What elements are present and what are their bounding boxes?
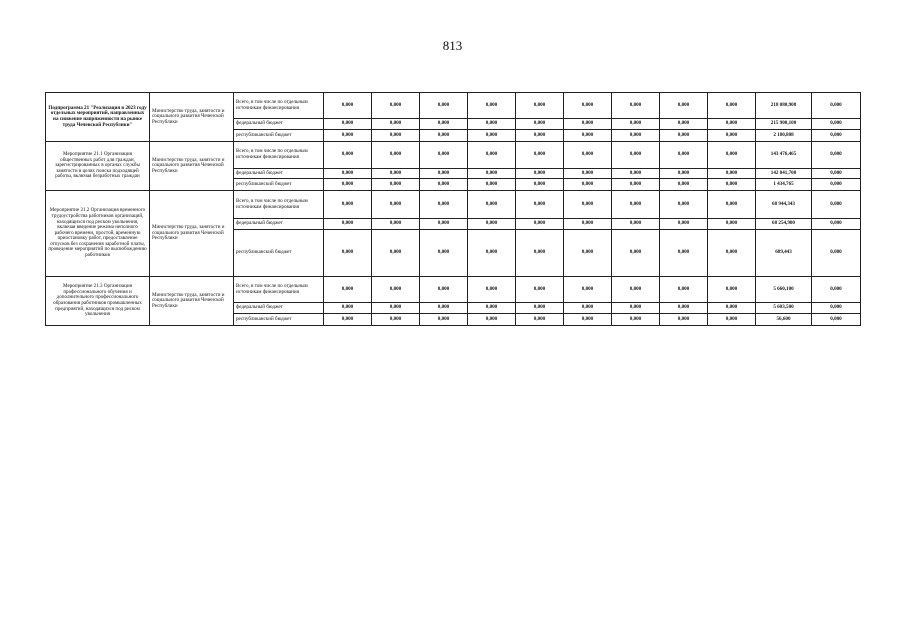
table-row — [46, 142, 861, 169]
value-cell: 0,000 — [468, 191, 516, 219]
value-cell: 0,000 — [420, 130, 468, 142]
funding-source-cell: Всего, в том числе по отдельным источникам финансирования — [234, 191, 324, 219]
value-cell: 0,000 — [708, 169, 756, 179]
value-cell: 0,000 — [468, 277, 516, 303]
value-cell: 0,000 — [372, 130, 420, 142]
value-cell: 0,000 — [420, 142, 468, 169]
value-cell: 0,000 — [468, 179, 516, 191]
value-cell: 0,000 — [660, 142, 708, 169]
value-cell: 0,000 — [324, 230, 372, 277]
value-cell: 0,000 — [372, 93, 420, 119]
value-cell: 0,000 — [324, 277, 372, 303]
value-cell: 0,000 — [324, 142, 372, 169]
value-cell: 0,000 — [564, 169, 612, 179]
value-cell: 0,000 — [660, 93, 708, 119]
value-cell: 0,000 — [660, 230, 708, 277]
funding-source-cell: республиканский бюджет — [234, 130, 324, 142]
value-cell: 0,000 — [372, 169, 420, 179]
value-cell: 0,000 — [812, 179, 861, 191]
value-cell: 0,000 — [812, 277, 861, 303]
program-name-cell: Мероприятие 21.3 Организация профессионального обучения и дополнительного профессионального образования работников промышленных предприятий, находящихся под риском увольнения — [46, 277, 150, 326]
value-cell: 0,000 — [516, 277, 564, 303]
value-cell: 0,000 — [660, 277, 708, 303]
value-cell: 0,000 — [708, 119, 756, 130]
value-cell: 0,000 — [612, 303, 660, 314]
funding-source-cell: федеральный бюджет — [234, 219, 324, 230]
value-cell: 0,000 — [660, 303, 708, 314]
value-cell: 5 603,500 — [756, 303, 812, 314]
value-cell: 5 660,100 — [756, 277, 812, 303]
value-cell: 0,000 — [420, 314, 468, 326]
value-cell: 0,000 — [660, 219, 708, 230]
value-cell: 0,000 — [324, 93, 372, 119]
value-cell: 0,000 — [660, 169, 708, 179]
value-cell: 0,000 — [420, 169, 468, 179]
value-cell: 0,000 — [612, 142, 660, 169]
value-cell: 0,000 — [812, 93, 861, 119]
value-cell: 68 254,900 — [756, 219, 812, 230]
value-cell: 0,000 — [468, 142, 516, 169]
table-row — [46, 93, 861, 119]
value-cell: 689,443 — [756, 230, 812, 277]
value-cell: 0,000 — [612, 277, 660, 303]
value-cell: 0,000 — [564, 230, 612, 277]
program-name-cell: Подпрограмма 21 "Реализация в 2023 году отдельных мероприятий, направленных на снижение напряженности на рынке труда Чеченской Республики" — [46, 93, 150, 142]
value-cell: 218 080,908 — [756, 93, 812, 119]
value-cell: 0,000 — [708, 191, 756, 219]
value-cell: 0,000 — [324, 314, 372, 326]
value-cell: 0,000 — [420, 179, 468, 191]
value-cell: 0,000 — [372, 277, 420, 303]
value-cell: 0,000 — [812, 303, 861, 314]
value-cell: 0,000 — [516, 191, 564, 219]
value-cell: 0,000 — [564, 130, 612, 142]
value-cell: 0,000 — [708, 314, 756, 326]
value-cell: 0,000 — [708, 277, 756, 303]
value-cell: 0,000 — [516, 303, 564, 314]
value-cell: 0,000 — [660, 119, 708, 130]
value-cell: 2 180,808 — [756, 130, 812, 142]
value-cell: 0,000 — [468, 219, 516, 230]
value-cell: 0,000 — [564, 277, 612, 303]
value-cell: 0,000 — [516, 130, 564, 142]
value-cell: 0,000 — [708, 179, 756, 191]
value-cell: 0,000 — [372, 179, 420, 191]
table-row — [46, 277, 861, 303]
value-cell: 0,000 — [812, 230, 861, 277]
value-cell: 0,000 — [660, 314, 708, 326]
value-cell: 0,000 — [612, 230, 660, 277]
value-cell: 0,000 — [812, 314, 861, 326]
value-cell: 0,000 — [612, 219, 660, 230]
value-cell: 0,000 — [324, 219, 372, 230]
page-number: 813 — [442, 38, 463, 53]
value-cell: 0,000 — [420, 277, 468, 303]
value-cell: 0,000 — [516, 142, 564, 169]
table-body — [46, 93, 861, 326]
value-cell: 0,000 — [612, 119, 660, 130]
value-cell: 0,000 — [516, 230, 564, 277]
value-cell: 0,000 — [708, 93, 756, 119]
value-cell: 0,000 — [612, 169, 660, 179]
value-cell: 0,000 — [516, 119, 564, 130]
funding-source-cell: Всего, в том числе по отдельным источникам финансирования — [234, 277, 324, 303]
value-cell: 68 944,343 — [756, 191, 812, 219]
value-cell: 0,000 — [564, 303, 612, 314]
value-cell: 0,000 — [564, 179, 612, 191]
funding-source-cell: федеральный бюджет — [234, 169, 324, 179]
value-cell: 0,000 — [708, 219, 756, 230]
value-cell: 0,000 — [372, 303, 420, 314]
responsible-cell: Министерство труда, занятости и социального развития Чеченской Республики — [150, 142, 234, 191]
value-cell: 0,000 — [468, 93, 516, 119]
responsible-cell: Министерство труда, занятости и социального развития Чеченской Республики — [150, 93, 234, 142]
value-cell: 0,000 — [812, 169, 861, 179]
value-cell: 0,000 — [812, 119, 861, 130]
value-cell: 0,000 — [612, 93, 660, 119]
value-cell: 0,000 — [372, 191, 420, 219]
value-cell: 0,000 — [420, 191, 468, 219]
value-cell: 0,000 — [564, 191, 612, 219]
value-cell: 0,000 — [324, 191, 372, 219]
value-cell: 0,000 — [468, 303, 516, 314]
value-cell: 0,000 — [708, 130, 756, 142]
value-cell: 0,000 — [516, 314, 564, 326]
value-cell: 0,000 — [812, 219, 861, 230]
value-cell: 0,000 — [516, 179, 564, 191]
funding-source-cell: федеральный бюджет — [234, 119, 324, 130]
value-cell: 0,000 — [324, 119, 372, 130]
value-cell: 0,000 — [612, 191, 660, 219]
value-cell: 0,000 — [812, 142, 861, 169]
value-cell: 0,000 — [812, 130, 861, 142]
responsible-cell: Министерство труда, занятости и социального развития Чеченской Республики — [150, 191, 234, 277]
funding-source-cell: республиканский бюджет — [234, 179, 324, 191]
value-cell: 142 041,700 — [756, 169, 812, 179]
responsible-cell: Министерство труда, занятости и социального развития Чеченской Республики — [150, 277, 234, 326]
value-cell: 0,000 — [420, 93, 468, 119]
value-cell: 0,000 — [468, 230, 516, 277]
value-cell: 0,000 — [372, 219, 420, 230]
value-cell: 0,000 — [372, 230, 420, 277]
value-cell: 0,000 — [372, 142, 420, 169]
funding-source-cell: Всего, в том числе по отдельным источникам финансирования — [234, 142, 324, 169]
value-cell: 0,000 — [660, 191, 708, 219]
value-cell: 0,000 — [420, 230, 468, 277]
budget-table — [45, 92, 861, 326]
value-cell: 0,000 — [468, 130, 516, 142]
funding-source-cell: республиканский бюджет — [234, 314, 324, 326]
value-cell: 0,000 — [516, 93, 564, 119]
program-name-cell: Мероприятие 21.1 Организация общественных работ для граждан, зарегистрированных в органах службы занятости в целях поиска подходящей работы, включая безработных граждан — [46, 142, 150, 191]
table-row — [46, 191, 861, 219]
program-name-cell: Мероприятие 21.2 Организация временного трудоустройства работников организаций, находящихся под риском увольнения, включая введение режима неполного рабочего времени, простой, временную приостановку работ, предоставление отпусков без сохранения заработной платы, проведение мероприятий по высвобождению работников — [46, 191, 150, 277]
value-cell: 0,000 — [612, 179, 660, 191]
value-cell: 0,000 — [324, 303, 372, 314]
value-cell: 0,000 — [708, 142, 756, 169]
value-cell: 0,000 — [324, 179, 372, 191]
value-cell: 0,000 — [372, 119, 420, 130]
value-cell: 0,000 — [420, 303, 468, 314]
value-cell: 215 900,100 — [756, 119, 812, 130]
value-cell: 0,000 — [516, 219, 564, 230]
value-cell: 0,000 — [812, 191, 861, 219]
value-cell: 0,000 — [420, 119, 468, 130]
value-cell: 0,000 — [468, 169, 516, 179]
value-cell: 0,000 — [564, 119, 612, 130]
value-cell: 143 476,465 — [756, 142, 812, 169]
value-cell: 0,000 — [660, 130, 708, 142]
funding-source-cell: Всего, в том числе по отдельным источникам финансирования — [234, 93, 324, 119]
value-cell: 0,000 — [708, 303, 756, 314]
value-cell: 0,000 — [660, 179, 708, 191]
value-cell: 0,000 — [564, 142, 612, 169]
value-cell: 0,000 — [372, 314, 420, 326]
value-cell: 0,000 — [708, 230, 756, 277]
value-cell: 0,000 — [564, 93, 612, 119]
value-cell: 0,000 — [516, 169, 564, 179]
value-cell: 0,000 — [564, 314, 612, 326]
value-cell: 0,000 — [324, 169, 372, 179]
value-cell: 0,000 — [324, 130, 372, 142]
value-cell: 0,000 — [468, 314, 516, 326]
funding-source-cell: республиканский бюджет — [234, 230, 324, 277]
value-cell: 1 434,765 — [756, 179, 812, 191]
value-cell: 0,000 — [564, 219, 612, 230]
value-cell: 0,000 — [468, 119, 516, 130]
value-cell: 0,000 — [420, 219, 468, 230]
funding-source-cell: федеральный бюджет — [234, 303, 324, 314]
value-cell: 56,600 — [756, 314, 812, 326]
value-cell: 0,000 — [612, 130, 660, 142]
value-cell: 0,000 — [612, 314, 660, 326]
